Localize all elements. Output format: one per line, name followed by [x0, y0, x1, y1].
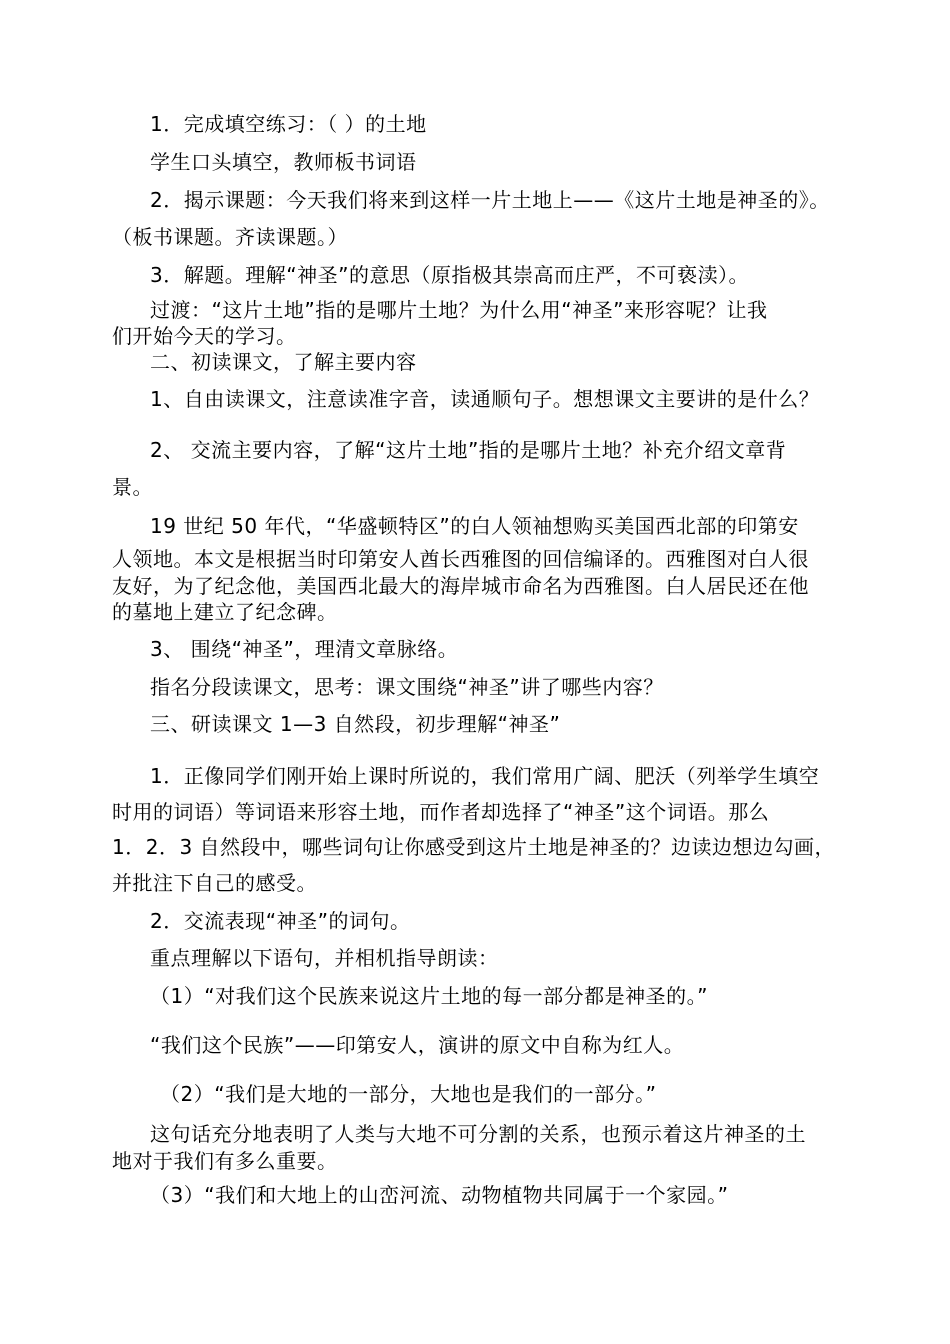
- text-line: 1、自由读课文，注意读准字音，读通顺句子。想想课文主要讲的是什么？: [150, 387, 820, 411]
- text-line: 1．2．3 自然段中，哪些词句让你感受到这片土地是神圣的？边读边想边勾画，: [112, 835, 836, 859]
- text-line: 过渡：“这片土地”指的是哪片土地？为什么用“神圣”来形容呢？让我: [150, 298, 768, 322]
- quote-line: （2）“我们是大地的一部分，大地也是我们的一部分。”: [160, 1082, 657, 1106]
- text-line: 指名分段读课文，思考：课文围绕“神圣”讲了哪些内容？: [150, 675, 664, 699]
- text-line: 重点理解以下语句，并相机指导朗读：: [150, 946, 499, 970]
- text-line: “我们这个民族”——印第安人，演讲的原文中自称为红人。: [150, 1033, 685, 1057]
- text-line: 2．交流表现“神圣”的词句。: [150, 909, 411, 933]
- text-line: 1．完成填空练习：（ ）的土地: [150, 112, 427, 136]
- text-line: 并批注下自己的感受。: [112, 871, 317, 895]
- text-line: 2．揭示课题：今天我们将来到这样一片土地上——《这片土地是神圣的》。: [150, 188, 830, 212]
- text-line: 2、 交流主要内容，了解“这片土地”指的是哪片土地？补充介绍文章背: [150, 438, 787, 462]
- text-line: 3．解题。理解“神圣”的意思（原指极其崇高而庄严，不可亵渎）。: [150, 263, 749, 287]
- text-line: 学生口头填空，教师板书词语: [150, 150, 417, 174]
- text-line: 人领地。本文是根据当时印第安人酋长西雅图的回信编译的。西雅图对白人很: [112, 547, 809, 571]
- text-line: 1．正像同学们刚开始上课时所说的，我们常用广阔、肥沃（列举学生填空: [150, 764, 820, 788]
- text-line: （板书课题。齐读课题。）: [112, 225, 348, 249]
- section-heading: 二、初读课文，了解主要内容: [150, 350, 417, 374]
- text-line: 地对于我们有多么重要。: [112, 1149, 338, 1173]
- section-heading: 三、研读课文 1—3 自然段，初步理解“神圣”: [150, 712, 561, 736]
- text-line: 3、 围绕“神圣”，理清文章脉络。: [150, 637, 459, 661]
- text-line: 景。: [112, 475, 153, 499]
- quote-line: （1）“对我们这个民族来说这片土地的每一部分都是神圣的。”: [150, 984, 708, 1008]
- text-line: 时用的词语）等词语来形容土地，而作者却选择了“神圣”这个词语。那么: [112, 800, 770, 824]
- text-line: 友好，为了纪念他，美国西北最大的海岸城市命名为西雅图。白人居民还在他: [112, 574, 809, 598]
- text-line: 19 世纪 50 年代，“华盛顿特区”的白人领袖想购买美国西北部的印第安: [150, 514, 799, 538]
- text-line: 们开始今天的学习。: [112, 324, 297, 348]
- text-line: 的墓地上建立了纪念碑。: [112, 600, 338, 624]
- quote-line: （3）“我们和大地上的山峦河流、动物植物共同属于一个家园。”: [150, 1183, 729, 1207]
- text-line: 这句话充分地表明了人类与大地不可分割的关系，也预示着这片神圣的土: [150, 1122, 806, 1146]
